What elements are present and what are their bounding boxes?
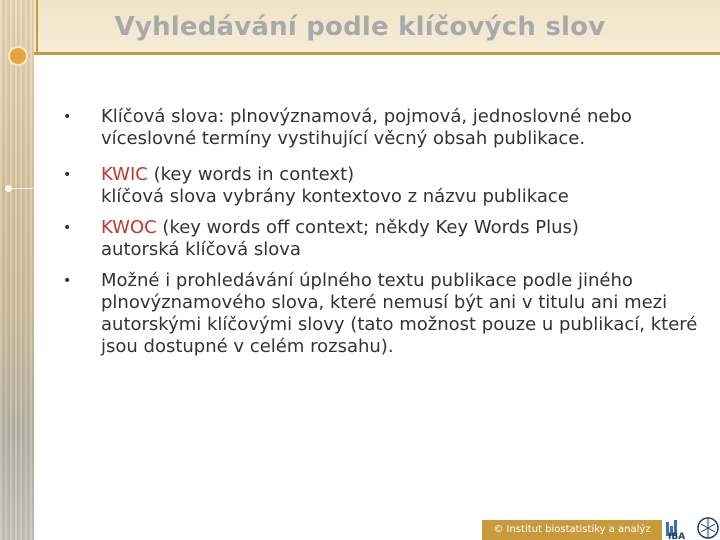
bullet-text-line2: klíčová slova vybrány kontextovo z názvu publikace xyxy=(101,186,569,207)
iba-logo-icon xyxy=(664,516,720,540)
side-dot-icon xyxy=(5,185,12,192)
side-line xyxy=(12,188,34,189)
bullet-text-rest: (key words off context; někdy Key Words Plus) xyxy=(156,217,579,238)
bullet-text: Možné i prohledávání úplného textu publikace podle jiného plnovýznamového slova, které nemusí být ani v titulu ani mezi autorskými klíčovými slovy (tato možnost pouze u publikací, které jsou dostupné v celém rozsahu). xyxy=(101,270,698,357)
bullet-text xyxy=(101,164,700,208)
bullet-item xyxy=(60,164,700,208)
title-circle-icon xyxy=(8,46,28,66)
bullet-text-line2: autorská klíčová slova xyxy=(101,239,301,260)
bullet-dot-icon: • xyxy=(63,273,72,289)
bullet-keyword: KWOC xyxy=(101,217,157,238)
bullet-dot-icon: • xyxy=(63,109,72,125)
footer-copyright: © Institut biostatistiky a analýz xyxy=(493,524,651,535)
bullet-list xyxy=(60,106,700,358)
left-decorative-strip xyxy=(0,0,34,540)
slide-title: Vyhledávání podle klíčových slov xyxy=(114,12,606,42)
bullet-text xyxy=(101,217,700,261)
bullet-text: Klíčová slova: plnovýznamová, pojmová, jednoslovné nebo víceslovné termíny vystihující věcný obsah publikace. xyxy=(101,106,632,149)
bullet-item xyxy=(60,106,700,150)
bullet-dot-icon: • xyxy=(63,220,72,236)
bullet-item xyxy=(60,217,700,261)
title-horizontal-rule xyxy=(34,52,720,55)
logo-text: IBA xyxy=(668,532,686,540)
bullet-dot-icon: • xyxy=(63,167,72,183)
bullet-text-rest: (key words in context) xyxy=(147,164,355,185)
bullet-keyword: KWIC xyxy=(101,164,148,185)
bullet-item xyxy=(60,270,700,358)
